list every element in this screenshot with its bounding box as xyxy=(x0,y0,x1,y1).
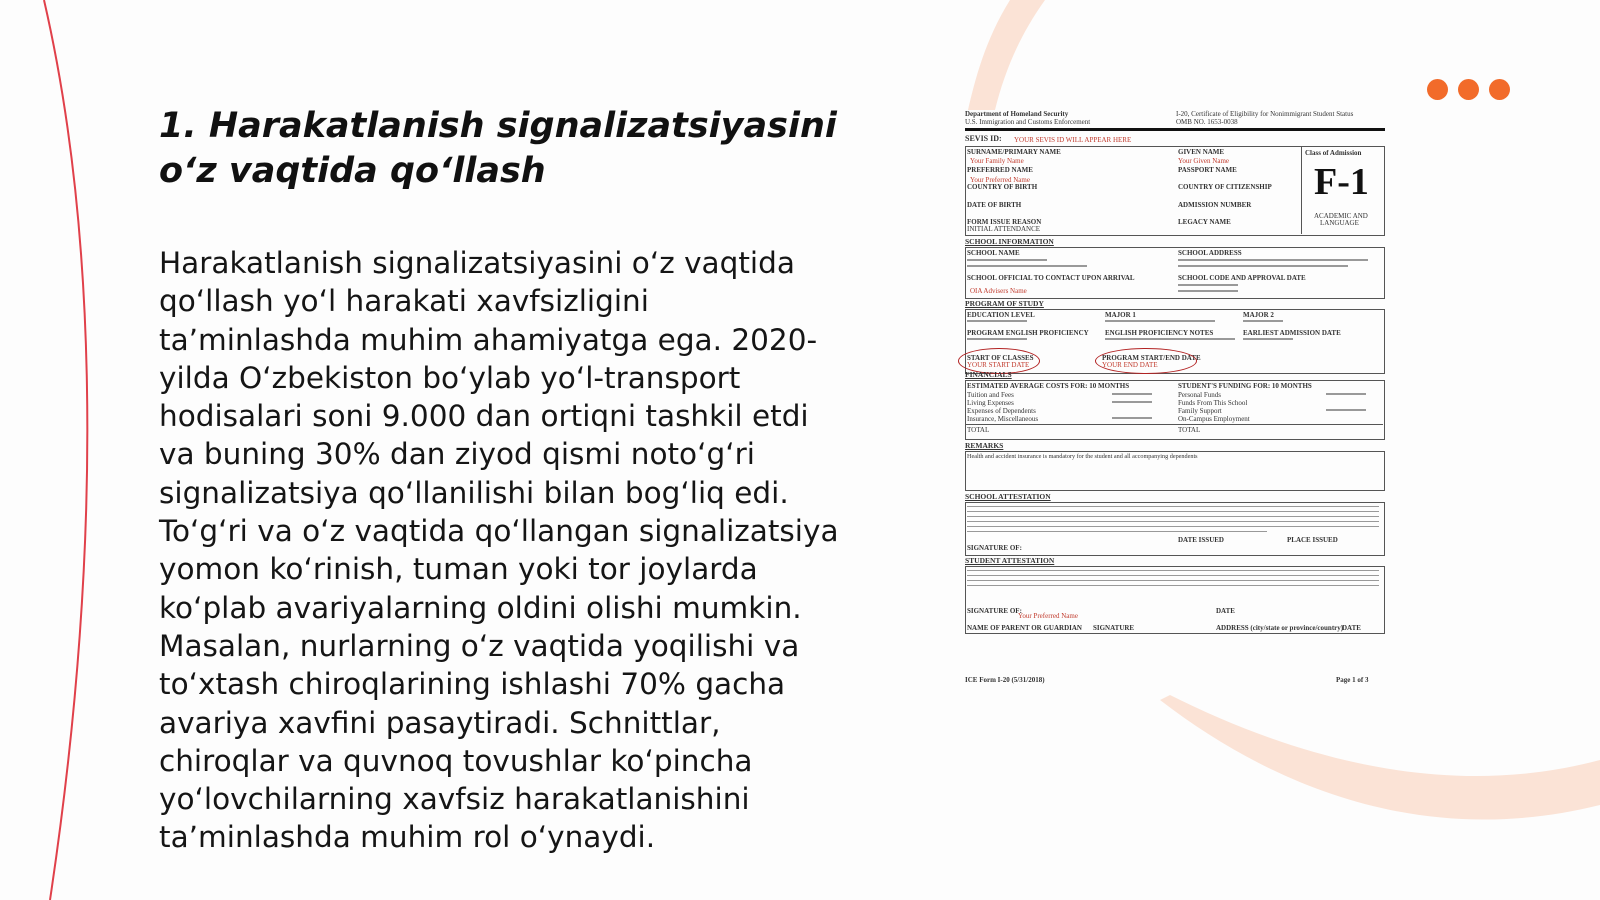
preferred-value: Your Preferred Name xyxy=(970,176,1030,184)
admission-label: ADMISSION NUMBER xyxy=(1178,201,1252,209)
form-header-left-sub: U.S. Immigration and Customs Enforcement xyxy=(965,118,1091,126)
surname-label: SURNAME/PRIMARY NAME xyxy=(967,148,1061,156)
passport-label: PASSPORT NAME xyxy=(1178,166,1237,174)
attestation-text-line xyxy=(967,511,1379,512)
student-sig-value: Your Preferred Name xyxy=(1018,612,1078,620)
form-header-left: Department of Homeland Security xyxy=(965,110,1069,118)
attestation-text-line xyxy=(967,580,1379,581)
end-date-circle xyxy=(1095,348,1197,374)
cost-item: Insurance, Miscellaneous xyxy=(967,415,1039,423)
form-top-rule xyxy=(965,128,1385,131)
school-code-value xyxy=(1178,284,1238,286)
given-value: Your Given Name xyxy=(1178,157,1230,165)
orange-dot xyxy=(1489,79,1510,100)
left-accent-line xyxy=(44,0,87,900)
program-dates-value: YOUR END DATE xyxy=(1102,361,1158,369)
major1-value xyxy=(1105,320,1215,322)
attestation-text-line xyxy=(967,521,1379,522)
school-name-label: SCHOOL NAME xyxy=(967,249,1020,257)
edu-level-value xyxy=(967,320,1027,322)
major1-label: MAJOR 1 xyxy=(1105,311,1136,319)
dob-label: DATE OF BIRTH xyxy=(967,201,1022,209)
fund-item: On-Campus Employment xyxy=(1178,415,1250,423)
fund-amount xyxy=(1326,393,1366,395)
school-name-value xyxy=(967,265,1087,267)
english-notes-value xyxy=(1105,338,1235,340)
school-code-label: SCHOOL CODE AND APPROVAL DATE xyxy=(1178,274,1306,282)
school-address-value xyxy=(1178,259,1368,261)
slide-title: 1. Harakatlanish signalizatsiyasini o‘z vaqtida qo‘llash xyxy=(159,106,837,191)
fund-item: Family Support xyxy=(1178,407,1222,415)
address-label: ADDRESS (city/state or province/country) xyxy=(1216,624,1344,632)
signature-label: SIGNATURE xyxy=(1093,624,1135,632)
school-attestation-heading: SCHOOL ATTESTATION xyxy=(965,492,1051,501)
reason-label: FORM ISSUE REASON xyxy=(967,218,1042,226)
attestation-text-line xyxy=(967,526,1379,527)
edu-level-label: EDUCATION LEVEL xyxy=(967,311,1035,319)
cost-item: Expenses of Dependents xyxy=(967,407,1036,415)
legacy-label: LEGACY NAME xyxy=(1178,218,1231,226)
funding-label: STUDENT'S FUNDING FOR: 10 MONTHS xyxy=(1178,382,1312,390)
est-costs-label: ESTIMATED AVERAGE COSTS FOR: 10 MONTHS xyxy=(967,382,1130,390)
school-address-value xyxy=(1178,265,1348,267)
attestation-text-line xyxy=(967,570,1379,571)
school-box xyxy=(965,247,1385,299)
coc-label: COUNTRY OF CITIZENSHIP xyxy=(1178,183,1272,191)
school-official-value: OIA Advisers Name xyxy=(970,287,1027,295)
attestation-text-line xyxy=(967,585,1379,586)
identity-divider xyxy=(1301,146,1302,234)
earliest-value xyxy=(1243,338,1293,340)
major2-value xyxy=(1243,320,1283,322)
cost-item: Living Expenses xyxy=(967,399,1014,407)
school-code-value xyxy=(1178,290,1238,292)
surname-value: Your Family Name xyxy=(970,157,1024,165)
cost-amount xyxy=(1112,417,1152,419)
attestation-text-line xyxy=(967,575,1379,576)
cost-total-label: TOTAL xyxy=(967,426,990,434)
remarks-heading: REMARKS xyxy=(965,441,1004,450)
english-prof-value xyxy=(967,338,1027,340)
school-address-label: SCHOOL ADDRESS xyxy=(1178,249,1242,257)
student-sig-label: SIGNATURE OF: xyxy=(967,607,1022,615)
form-footer-right: Page 1 of 3 xyxy=(1336,676,1369,684)
class-value: F-1 xyxy=(1314,161,1369,203)
start-classes-value: YOUR START DATE xyxy=(967,361,1030,369)
given-label: GIVEN NAME xyxy=(1178,148,1225,156)
english-notes-label: ENGLISH PROFICIENCY NOTES xyxy=(1105,329,1214,337)
school-sig-label: SIGNATURE OF: xyxy=(967,544,1022,552)
bottom-swoosh xyxy=(1160,695,1600,820)
school-official-label: SCHOOL OFFICIAL TO CONTACT UPON ARRIVAL xyxy=(967,274,1135,282)
earliest-label: EARLIEST ADMISSION DATE xyxy=(1243,329,1341,337)
fund-total-label: TOTAL xyxy=(1178,426,1201,434)
sevis-value: YOUR SEVIS ID WILL APPEAR HERE xyxy=(1014,136,1132,144)
orange-dot xyxy=(1427,79,1448,100)
financials-heading: FINANCIALS xyxy=(965,370,1012,379)
attestation-text-line xyxy=(967,531,1267,532)
cost-amount xyxy=(1112,401,1152,403)
cost-amount xyxy=(1112,393,1152,395)
major2-label: MAJOR 2 xyxy=(1243,311,1274,319)
i20-form-image xyxy=(962,104,1386,694)
top-swoosh xyxy=(968,0,1045,110)
fund-amount xyxy=(1326,409,1366,411)
reason-value: INITIAL ATTENDANCE xyxy=(967,225,1041,233)
date-issued-label: DATE ISSUED xyxy=(1178,536,1224,544)
orange-dot xyxy=(1458,79,1479,100)
remarks-value: Health and accident insurance is mandatory for the student and all accompanying dependents xyxy=(967,453,1198,460)
form-footer-left: ICE Form I-20 (5/31/2018) xyxy=(965,676,1045,684)
fund-item: Funds From This School xyxy=(1178,399,1248,407)
slide-body-text: Harakatlanish signalizatsiyasini o‘z vaqtida qo‘llash yo‘l harakati xavfsizligini ta’minlashda muhim ahamiyatga ega. 2020-yilda O‘zbekiston bo‘ylab yo‘l-transport hodisalari soni 9.000 dan ortiqni tashkil etdi va buning 30% dan ziyod qismi noto‘g‘ri signalizatsiya qo‘llanilishi bilan bog‘liq edi. To‘g‘ri va o‘z vaqtida qo‘llangan signalizatsiya yomon ko‘rinish, tuman yoki tor joylarda ko‘plab avariyalarning oldini olishi mumkin. Masalan, nurlarning o‘z vaqtida yoqilishi va to‘xtash chiroqlarining ishlashi 70% gacha avariya xavfini pasaytiradi. Schnittlar, chiroqlar va quvnoq tovushlar ko‘pincha yo‘lovchilarning xavfsiz harakatlanishini ta’minlashda muhim rol o‘ynaydi. xyxy=(159,246,839,855)
parent-label: NAME OF PARENT OR GUARDIAN xyxy=(967,624,1082,632)
program-heading: PROGRAM OF STUDY xyxy=(965,299,1044,308)
class-sub: LANGUAGE xyxy=(1320,219,1359,227)
preferred-label: PREFERRED NAME xyxy=(967,166,1033,174)
date-label: DATE xyxy=(1342,624,1361,632)
sevis-label: SEVIS ID: xyxy=(965,134,1002,143)
program-dates-label: PROGRAM START/END DATE xyxy=(1102,354,1201,362)
school-info-heading: SCHOOL INFORMATION xyxy=(965,237,1054,246)
financials-total-rule xyxy=(965,424,1383,425)
start-classes-label: START OF CLASSES xyxy=(967,354,1034,362)
fund-item: Personal Funds xyxy=(1178,391,1221,399)
cob-label: COUNTRY OF BIRTH xyxy=(967,183,1038,191)
form-header-right-sub: OMB NO. 1653-0038 xyxy=(1176,118,1238,126)
form-header-right: I-20, Certificate of Eligibility for Nonimmigrant Student Status xyxy=(1176,110,1354,118)
date-label: DATE xyxy=(1216,607,1235,615)
student-attestation-heading: STUDENT ATTESTATION xyxy=(965,556,1055,565)
place-issued-label: PLACE ISSUED xyxy=(1287,536,1338,544)
english-prof-label: PROGRAM ENGLISH PROFICIENCY xyxy=(967,329,1089,337)
class-label: Class of Admission xyxy=(1305,149,1362,157)
cost-item: Tuition and Fees xyxy=(967,391,1014,399)
class-sub: ACADEMIC AND xyxy=(1314,212,1368,220)
attestation-text-line xyxy=(967,516,1379,517)
school-name-value xyxy=(967,259,1047,261)
attestation-text-line xyxy=(967,506,1379,507)
